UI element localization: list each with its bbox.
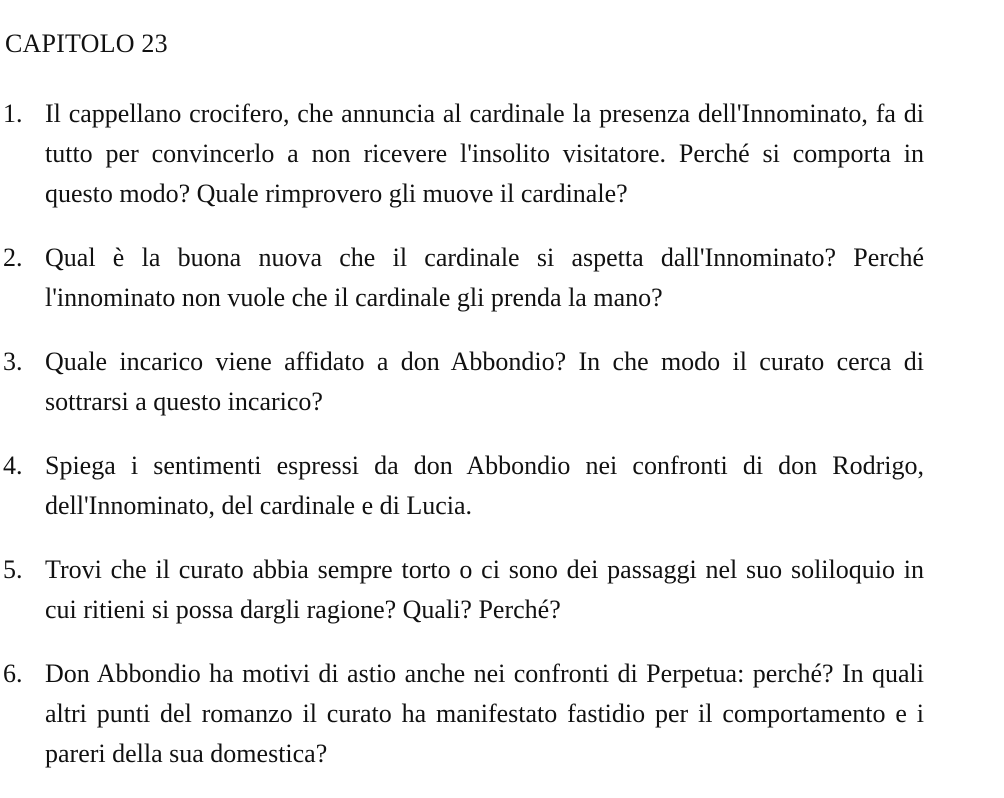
question-number: 5. [3,555,23,584]
question-item-5 [0,550,924,630]
question-item-6 [0,654,924,774]
question-number: 4. [3,451,23,480]
question-text: Il cappellano crocifero, che annuncia al cardinale la presenza dell'Innominato, fa di tutto per convincerlo a non ricevere l'insolito visitatore. Perché si comporta in questo modo? Quale rimprovero gli muove il cardinale? [45,99,924,208]
question-item-1 [0,94,924,214]
chapter-title: CAPITOLO 23 [5,29,168,58]
question-item-4 [0,446,924,526]
question-text: Spiega i sentimenti espressi da don Abbondio nei confronti di don Rodrigo, dell'Innominato, del cardinale e di Lucia. [45,451,924,520]
question-item-3 [0,342,924,422]
question-list [0,94,924,798]
question-text: Qual è la buona nuova che il cardinale si aspetta dall'Innominato? Perché l'innominato non vuole che il cardinale gli prenda la mano? [45,243,924,312]
question-number: 6. [3,659,23,688]
question-number: 2. [3,243,23,272]
question-number: 1. [3,99,23,128]
question-text: Don Abbondio ha motivi di astio anche nei confronti di Perpetua: perché? In quali altri punti del romanzo il curato ha manifestato fastidio per il comportamento e i pareri della sua domestica? [45,659,924,768]
question-item-2 [0,238,924,318]
question-text: Quale incarico viene affidato a don Abbondio? In che modo il curato cerca di sottrarsi a questo incarico? [45,347,924,416]
question-number: 3. [3,347,23,376]
question-text: Trovi che il curato abbia sempre torto o ci sono dei passaggi nel suo soliloquio in cui ritieni si possa dargli ragione? Quali? Perché? [45,555,924,624]
